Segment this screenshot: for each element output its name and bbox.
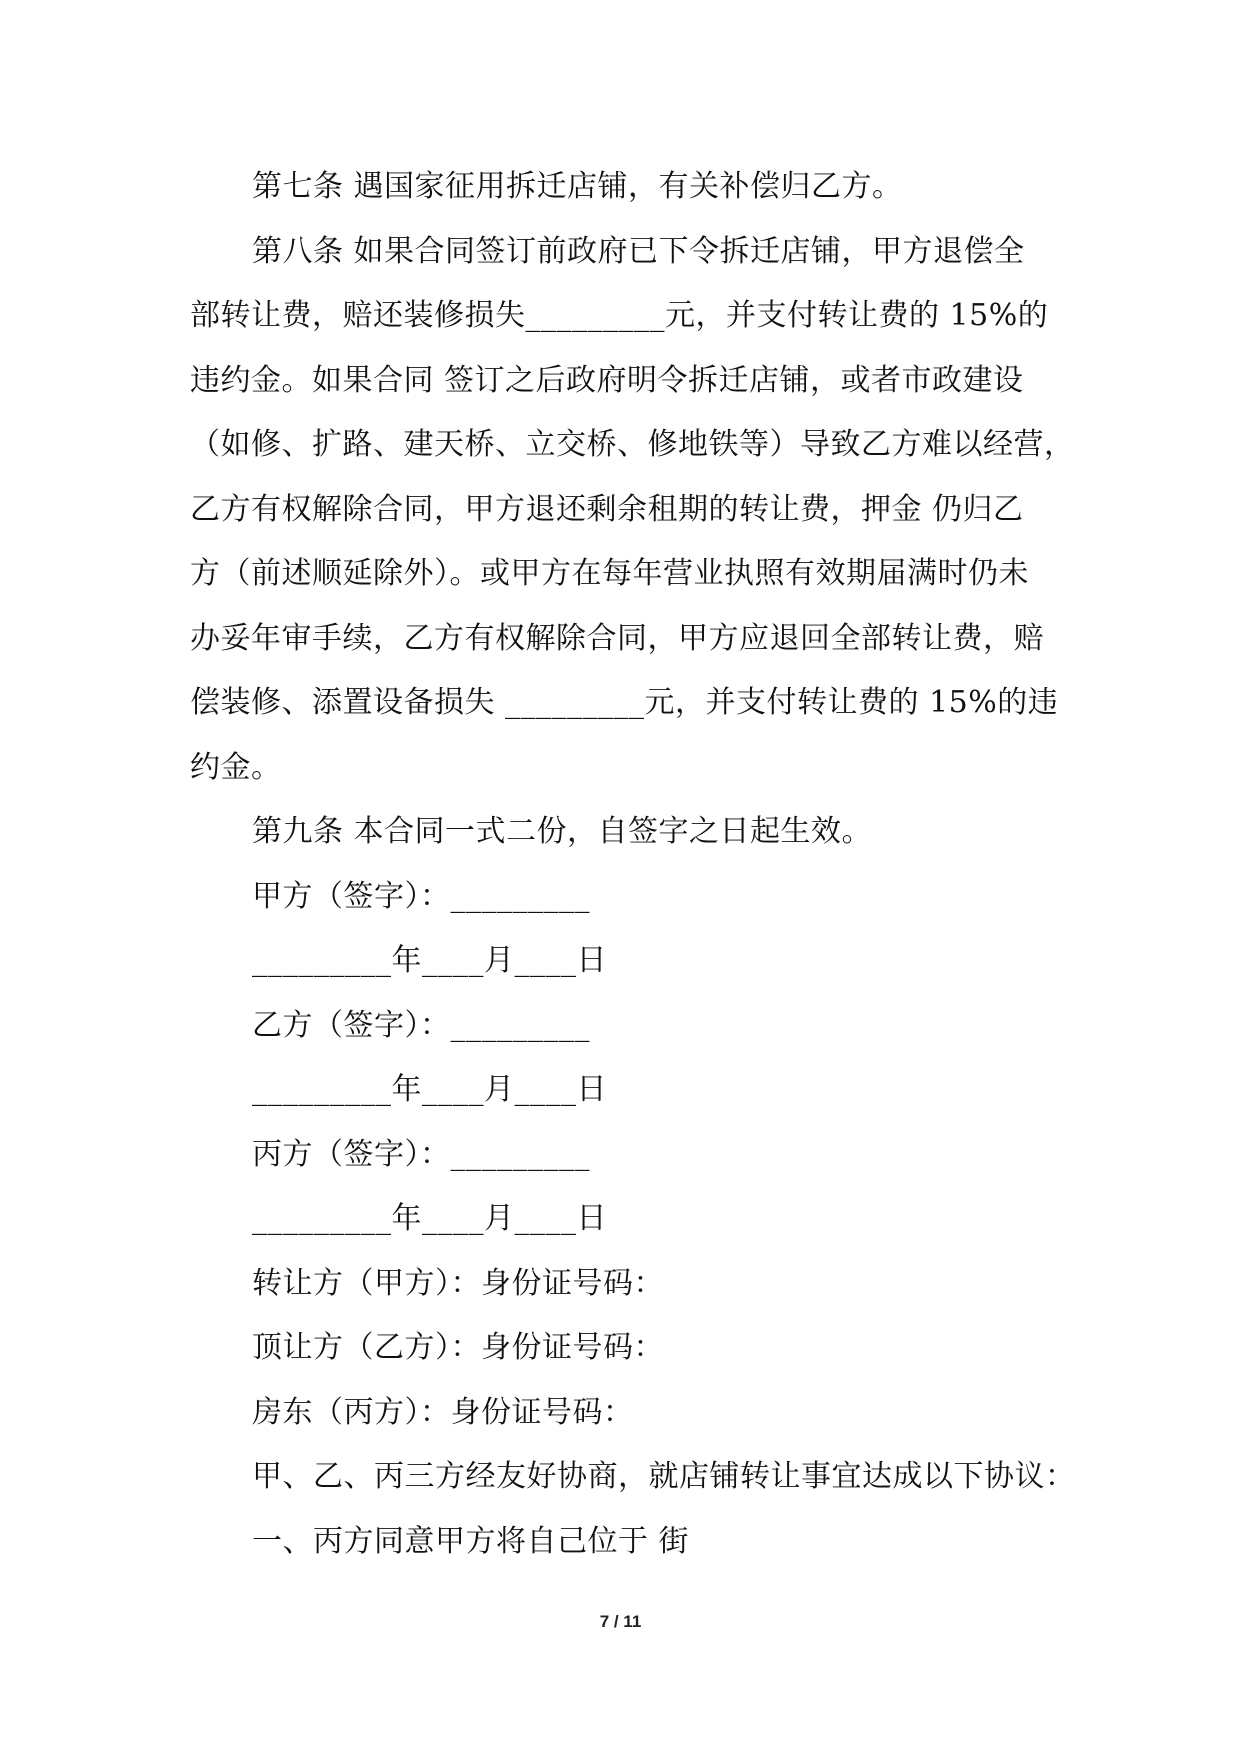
clause-8-line-9: 约金。 (190, 749, 282, 785)
clause-8-line-2: 部转让费，赔还装修损失_________元，并支付转让费的 15%的 (190, 298, 1049, 333)
clause-8-line-1: 第八条 如果合同签订前政府已下令拆迁店铺，甲方退偿全 (252, 233, 1025, 269)
transferee-id: 顶让方（乙方）：身份证号码： (252, 1330, 664, 1365)
party-c-date: _________年____月____日 (252, 1201, 607, 1236)
party-b-signature: 乙方（签字）：_________ (252, 1007, 590, 1043)
clause-7: 第七条 遇国家征用拆迁店铺，有关补偿归乙方。 (252, 169, 903, 204)
party-a-date: _________年____月____日 (252, 943, 607, 978)
clause-9: 第九条 本合同一式二份，自签字之日起生效。 (252, 814, 873, 849)
party-c-signature: 丙方（签字）：_________ (252, 1136, 590, 1172)
page-number: 7 / 11 (599, 1612, 642, 1631)
clause-8-line-8: 偿装修、添置设备损失 _________元，并支付转让费的 15%的违 (190, 685, 1059, 720)
transferor-id: 转让方（甲方）：身份证号码： (252, 1265, 664, 1301)
clause-8-line-4: （如修、扩路、建天桥、立交桥、修地铁等）导致乙方难以经营， (190, 427, 1075, 462)
clause-8-line-3: 违约金。如果合同 签订之后政府明令拆迁店铺，或者市政建设 (190, 362, 1024, 398)
clause-8-line-5: 乙方有权解除合同，甲方退还剩余租期的转让费，押金 仍归乙 (190, 491, 1024, 527)
landlord-id: 房东（丙方）：身份证号码： (252, 1394, 634, 1430)
clause-8-line-6: 方（前述顺延除外）。或甲方在每年营业执照有效期届满时仍未 (190, 556, 1029, 591)
agreement-intro: 甲、乙、丙三方经友好协商，就店铺转让事宜达成以下协议： (252, 1459, 1076, 1494)
clause-8-line-7: 办妥年审手续，乙方有权解除合同，甲方应退回全部转让费，赔 (190, 620, 1044, 656)
party-b-date: _________年____月____日 (252, 1072, 607, 1107)
agreement-item-1: 一、丙方同意甲方将自己位于 街 (252, 1523, 690, 1559)
contract-body (190, 155, 1076, 1574)
party-a-signature: 甲方（签字）：_________ (252, 878, 590, 914)
